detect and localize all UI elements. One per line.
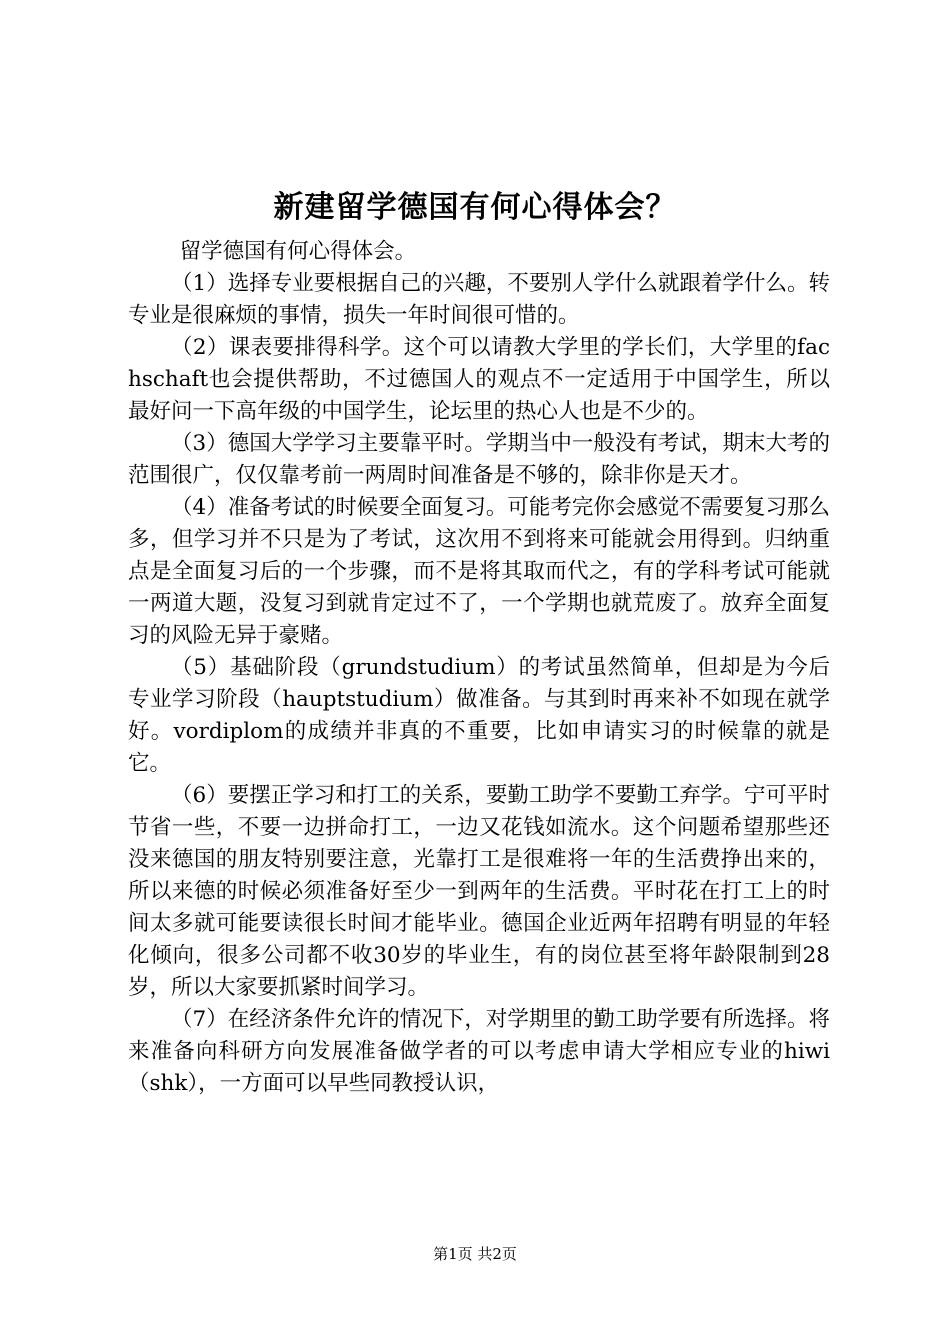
intro-paragraph: 留学德国有何心得体会。 xyxy=(179,239,417,264)
paragraph-3: （3）德国大学学习主要靠平时。学期当中一般没有考试，期末大考的范围很广，仅仅靠考前一两周时间准备是不够的，除非你是天才。 xyxy=(128,431,830,488)
page-footer xyxy=(0,1244,950,1264)
paragraph-1: （1）选择专业要根据自己的兴趣，不要别人学什么就跟着学什么。转专业是很麻烦的事情，损失一年时间很可惜的。 xyxy=(128,271,830,328)
paragraph-5: （5）基础阶段（grundstudium）的考试虽然简单，但却是为今后专业学习阶段（hauptstudium）做准备。与其到时再来补不如现在就学好。vordiplom的成绩并非真的不重要，比如申请实习的时候靠的就是它。 xyxy=(128,655,830,776)
paragraph-7: （7）在经济条件允许的情况下，对学期里的勤工助学要有所选择。将来准备向科研方向发展准备做学者的可以考虑申请大学相应专业的hiwi（shk），一方面可以早些同教授认识， xyxy=(128,1007,830,1096)
paragraph-2: （2）课表要排得科学。这个可以请教大学里的学长们，大学里的fachschaft也会提供帮助，不过德国人的观点不一定适用于中国学生，所以最好问一下高年级的中国学生，论坛里的热心人也是不少的。 xyxy=(128,335,830,424)
document-body xyxy=(128,236,830,1100)
paragraph-4: （4）准备考试的时候要全面复习。可能考完你会感觉不需要复习那么多，但学习并不只是为了考试，这次用不到将来可能就会用得到。归纳重点是全面复习后的一个步骤，而不是将其取而代之，有的学科考试可能就一两道大题，没复习到就肯定过不了，一个学期也就荒废了。放弃全面复习的风险无异于豪赌。 xyxy=(128,495,830,648)
page-number-indicator: 第1页 共2页 xyxy=(433,1245,517,1263)
document-title: 新建留学德国有何心得体会？ xyxy=(273,190,677,225)
paragraph-6: （6）要摆正学习和打工的关系，要勤工助学不要勤工弃学。宁可平时节省一些，不要一边拼命打工，一边又花钱如流水。这个问题希望那些还没来德国的朋友特别要注意，光靠打工是很难将一年的生活费挣出来的，所以来德的时候必须准备好至少一到两年的生活费。平时花在打工上的时间太多就可能要读很长时间才能毕业。德国企业近两年招聘有明显的年轻化倾向，很多公司都不收30岁的毕业生，有的岗位甚至将年龄限制到28岁，所以大家要抓紧时间学习。 xyxy=(128,783,830,1000)
